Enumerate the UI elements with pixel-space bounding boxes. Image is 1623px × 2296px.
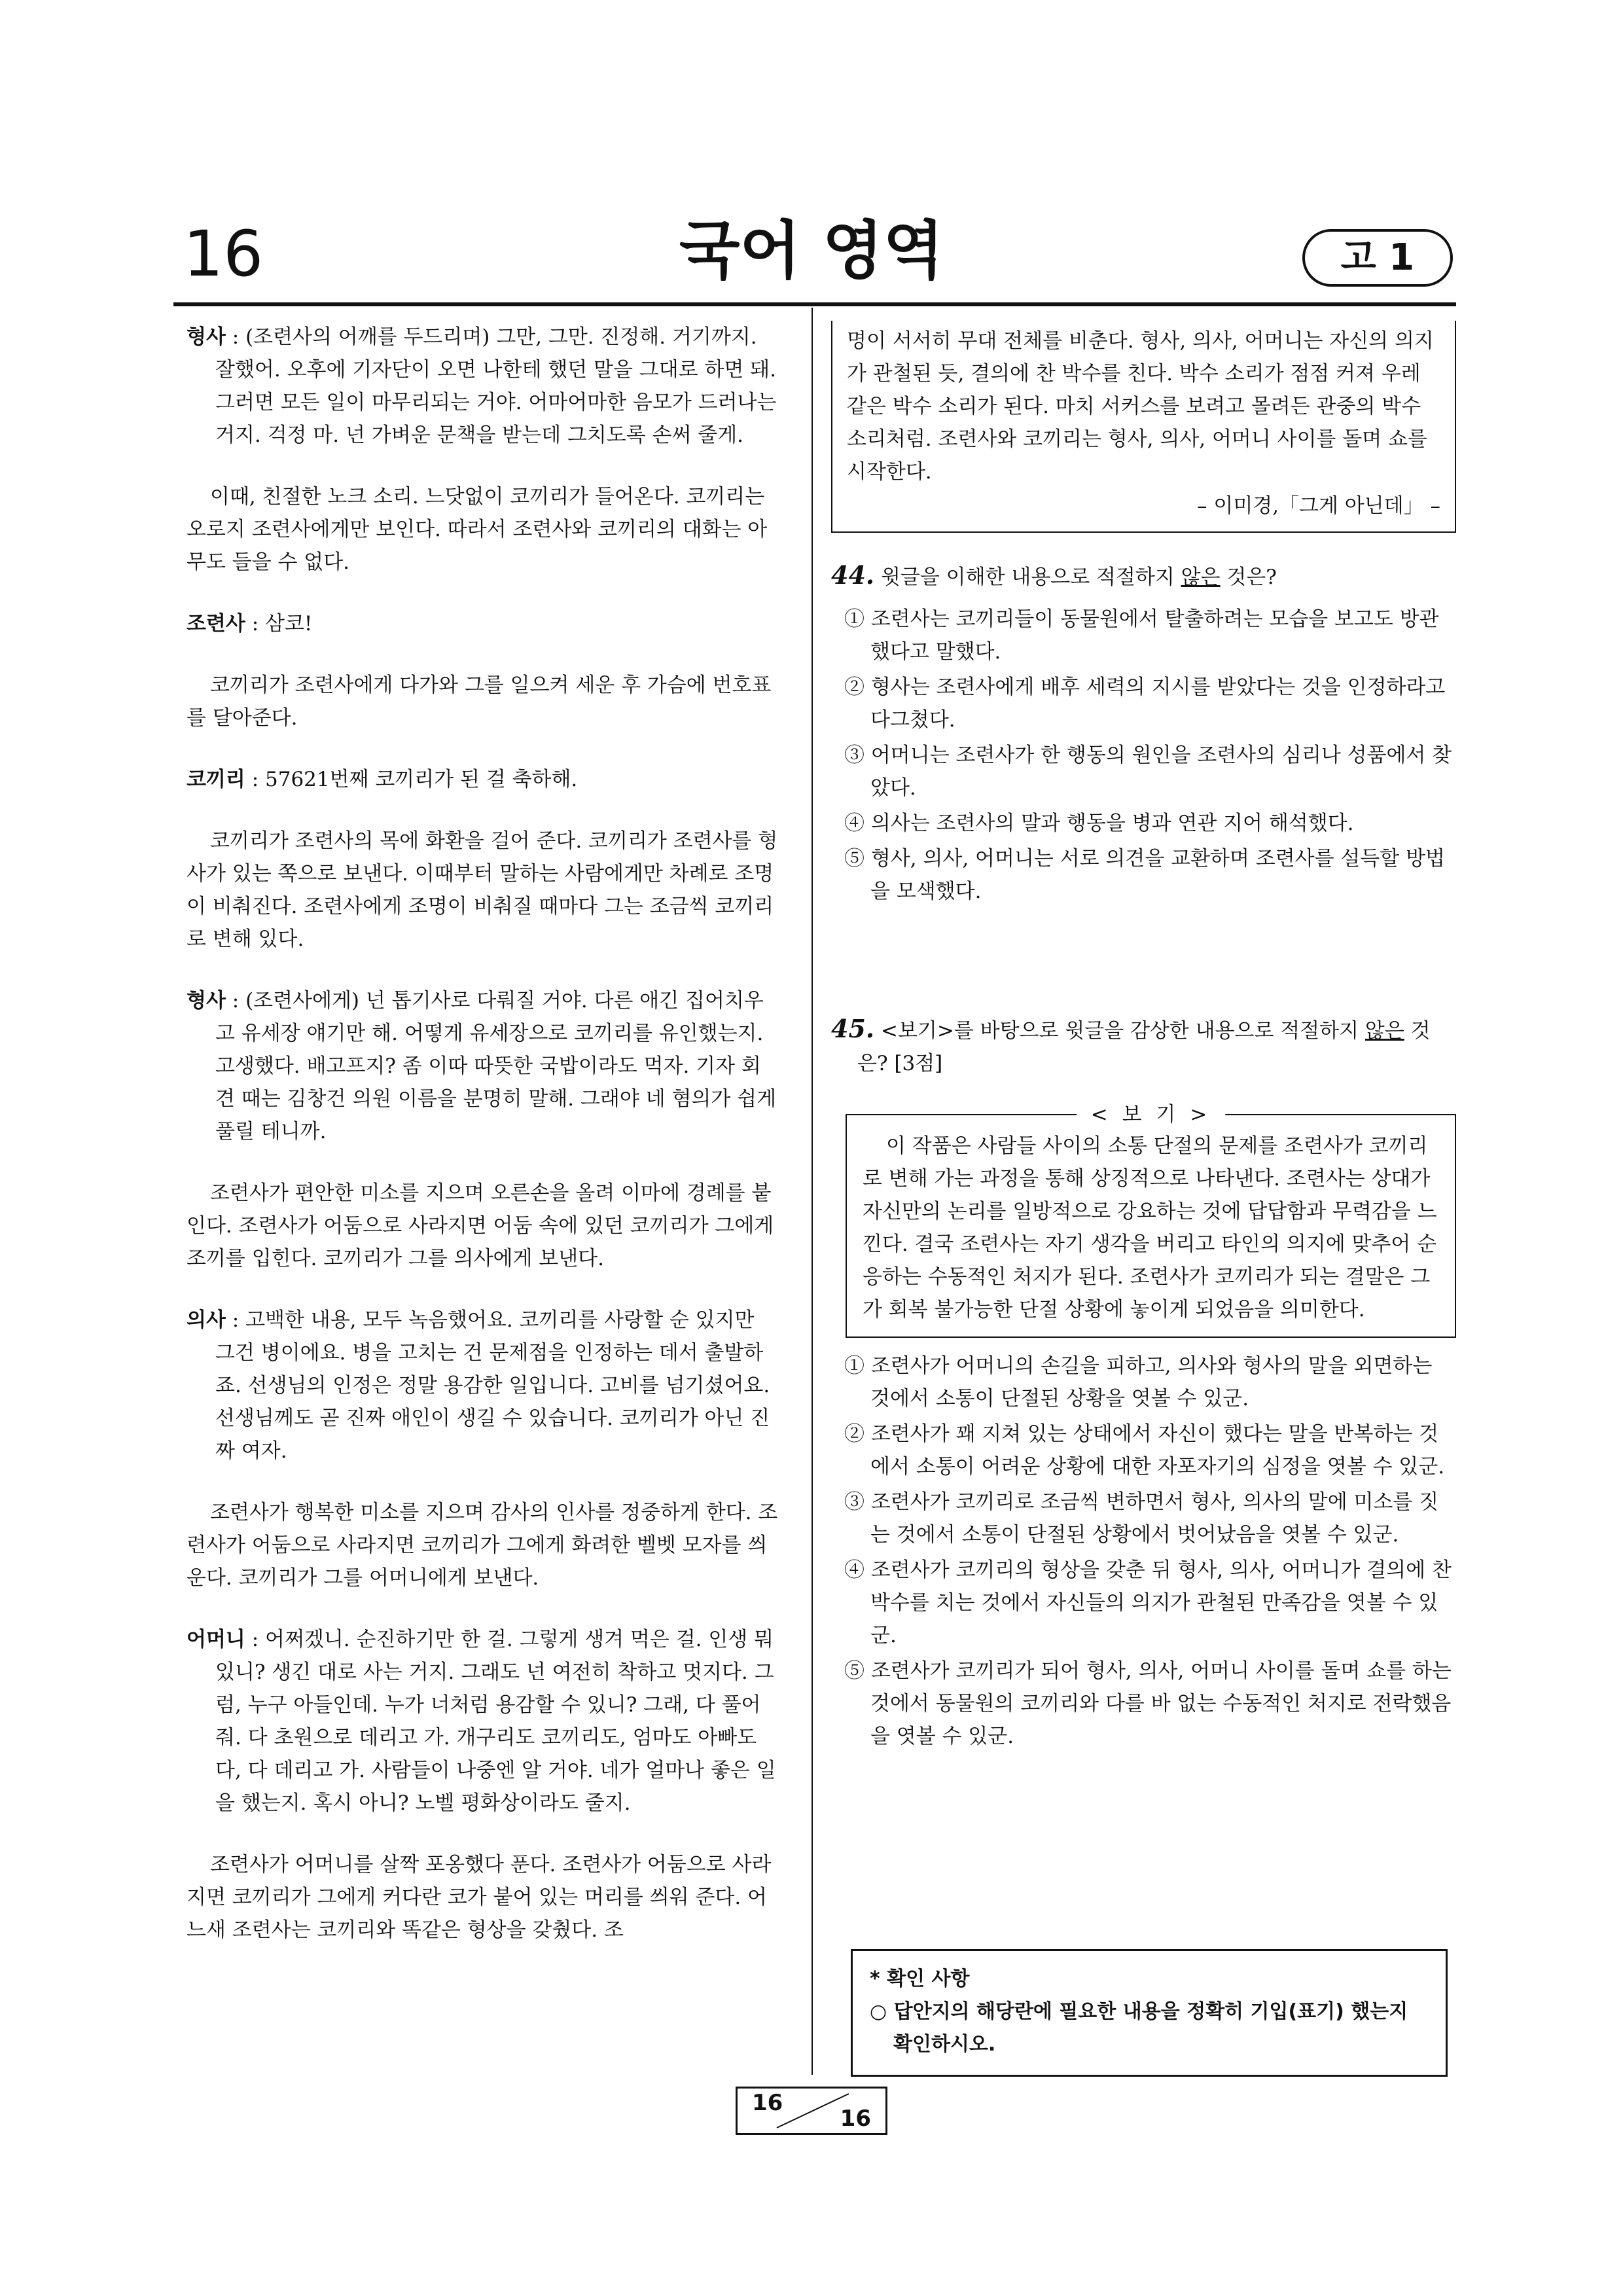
speaker-name: 조련사 — [187, 612, 245, 636]
dialogue-line: 어머니 : 어쩌겠니. 순진하기만 한 걸. 그렇게 생겨 먹은 걸. 인생 뭐 있니? 생긴 대로 사는 거지. 그래도 넌 여전히 착하고 멋지다. 그럼, 누구 아들인데. 누가 너처럼 용감할 수 있니? 그래, 다 풀어 줘. 다 초원으로 데리고 가. 개구리도 코끼리도, 엄마도 아빠도 다, 다 데리고 가. 사람들이 나중엔 알 거야. 네가 얼마나 좋은 일을 했는지. 혹시 아니? 노벨 평화상이라도 줄지. — [187, 1628, 776, 1815]
stage-direction: 명이 서서히 무대 전체를 비춘다. 형사, 의사, 어머니는 자신의 의지가 관철된 듯, 결의에 찬 박수를 친다. 박수 소리가 점점 커져 우레 같은 박수 소리가 된다. 마치 서커스를 보려고 몰려든 관중의 박수 소리처럼. 조련사와 코끼리는 형사, 의사, 어머니 사이를 돌며 쇼를 시작한다. — [847, 329, 1434, 484]
choice-1[interactable]: ① 조련사가 어머니의 손길을 피하고, 의사와 형사의 말을 외면하는 것에서 소통이 단절된 상황을 엿볼 수 있군. — [844, 1354, 1433, 1410]
speaker-name: 형사 — [187, 989, 226, 1013]
question-number: 45. — [831, 1014, 875, 1043]
bogi-label: < 보 기 > — [1077, 1098, 1225, 1131]
question-stem — [831, 559, 1456, 594]
bogi-text: 이 작품은 사람들 사이의 소통 단절의 문제를 조련사가 코끼리로 변해 가는 과정을 통해 상징적으로 나타낸다. 조련사는 상대가 자신만의 논리를 일방적으로 강요하는 것에 답답함과 무력감을 느낀다. 결국 조련사는 자기 생각을 버리고 타인의 의지에 맞추어 순응하는 수동적인 처지가 된다. 조련사가 코끼리가 되는 결말은 그가 회복 불가능한 단절 상황에 놓이게 되었음을 의미한다. — [863, 1134, 1437, 1321]
page-number: 16 — [183, 217, 264, 291]
question-45 — [831, 1013, 1456, 1753]
choice-3[interactable]: ③ 어머니는 조련사가 한 행동의 원인을 조련사의 심리나 성품에서 찾았다. — [844, 744, 1452, 800]
dialogue-line: 형사 : (조련사에게) 넌 톱기사로 다뤄질 거야. 다른 애긴 집어치우고 유세장 얘기만 해. 어떻게 유세장으로 코끼리를 유인했는지. 고생했다. 배고프지? 좀 이따 따뜻한 국밥이라도 먹자. 기자 회견 때는 김창건 의원 이름을 분명히 말해. 그래야 네 혐의가 쉽게 풀릴 테니까. — [187, 989, 777, 1143]
dialogue-line: 의사 : 고백한 내용, 모두 녹음했어요. 코끼리를 사랑할 순 있지만 그건 병이에요. 병을 고치는 건 문제점을 인정하는 데서 출발하죠. 선생님의 인정은 정말 용감한 일입니다. 고비를 넘기셨어요. 선생님께도 곧 진짜 애인이 생길 수 있습니다. 코끼리가 아닌 진짜 여자. — [187, 1308, 770, 1463]
dialogue-line: 형사 : (조련사의 어깨를 두드리며) 그만, 그만. 진정해. 거기까지. 잘했어. 오후에 기자단이 오면 나한테 했던 말을 그대로 하면 돼. 그러면 모든 일이 마무리되는 거야. 어마어마한 음모가 드러나는 거지. 걱정 마. 넌 가벼운 문책을 받는데 그치도록 손써 줄게. — [187, 325, 777, 447]
choice-list — [831, 603, 1456, 908]
dialogue-line: 코끼리 : 57621번째 코끼리가 된 걸 축하해. — [187, 768, 578, 791]
stage-direction: 조련사가 어머니를 살짝 포옹했다 푼다. 조련사가 어둠으로 사라지면 코끼리가 그에게 커다란 코가 붙어 있는 머리를 씌워 준다. 어느새 조련사는 코끼리와 똑같은 형상을 갖췄다. 조 — [187, 1853, 772, 1942]
passage-source: – 이미경,「그게 아닌데」 – — [1197, 494, 1440, 518]
passage-column — [187, 321, 779, 1970]
stem-text: <보기>를 바탕으로 윗글을 감상한 내용으로 적절하지 — [880, 1019, 1365, 1043]
choice-4[interactable]: ④ 의사는 조련사의 말과 행동을 병과 연관 지어 해석했다. — [844, 812, 1354, 835]
stem-text: 윗글을 이해한 내용으로 적절하지 — [880, 565, 1181, 589]
choice-list — [831, 1350, 1456, 1753]
speaker-name: 어머니 — [187, 1628, 245, 1651]
question-44 — [831, 559, 1456, 908]
choice-1[interactable]: ① 조련사는 코끼리들이 동물원에서 탈출하려는 모습을 보고도 방관했다고 말했다. — [844, 607, 1439, 664]
dialogue-text: 삼코! — [265, 612, 313, 636]
stage-direction: 조련사가 행복한 미소를 지으며 감사의 인사를 정중하게 한다. 조련사가 어둠으로 사라지면 코끼리가 그에게 화려한 벨벳 모자를 씌운다. 코끼리가 그를 어머니에게 보낸다. — [187, 1501, 778, 1590]
choice-5[interactable]: ⑤ 형사, 의사, 어머니는 서로 의견을 교환하며 조련사를 설득할 방법을 모색했다. — [844, 847, 1445, 903]
question-number: 44. — [831, 560, 875, 590]
passage-continuation-box — [831, 321, 1456, 533]
choice-5[interactable]: ⑤ 조련사가 코끼리가 되어 형사, 의사, 어머니 사이를 돌며 쇼를 하는 것에서 동물원의 코끼리와 다를 바 없는 수동적인 처지로 전락했음을 엿볼 수 있군. — [844, 1659, 1452, 1748]
stem-emphasis: 않은 — [1181, 565, 1221, 589]
total-pages: 16 — [840, 2106, 871, 2132]
dialogue-line: 조련사 : 삼코! — [187, 612, 313, 636]
choice-2[interactable]: ② 형사는 조련사에게 배후 세력의 지시를 받았다는 것을 인정하라고 다그쳤다. — [844, 675, 1446, 732]
column-divider — [812, 308, 813, 2075]
stage-direction: 조련사가 편안한 미소를 지으며 오른손을 올려 이마에 경례를 붙인다. 조련사가 어둠으로 사라지면 어둠 속에 있던 코끼리가 그에게 조끼를 입힌다. 코끼리가 그를 의사에게 보낸다. — [187, 1181, 774, 1270]
bogi-box — [846, 1103, 1456, 1338]
page-indicator — [736, 2087, 887, 2135]
stage-direction: 코끼리가 조련사의 목에 화환을 걸어 준다. 코끼리가 조련사를 형사가 있는 쪽으로 보낸다. 이때부터 말하는 사람에게만 차례로 조명이 비춰진다. 조련사에게 조명이 비춰질 때마다 그는 조금씩 코끼리로 변해 있다. — [187, 829, 778, 951]
choice-4[interactable]: ④ 조련사가 코끼리의 형상을 갖춘 뒤 형사, 의사, 어머니가 결의에 찬 박수를 치는 것에서 자신들의 의지가 관철된 만족감을 엿볼 수 있군. — [844, 1558, 1452, 1647]
subject-title: 국어 영역 — [679, 214, 944, 287]
choice-3[interactable]: ③ 조련사가 코끼리로 조금씩 변하면서 형사, 의사의 말에 미소를 짓는 것에서 소통이 단절된 상황에서 벗어났음을 엿볼 수 있군. — [844, 1490, 1439, 1547]
stage-direction: 이때, 친절한 노크 소리. 느닷없이 코끼리가 들어온다. 코끼리는 오로지 조련사에게만 보인다. 따라서 조련사와 코끼리의 대화는 아무도 들을 수 없다. — [187, 485, 768, 574]
speaker-name: 형사 — [187, 325, 226, 349]
question-stem — [831, 1013, 1456, 1080]
dialogue-text: 57621번째 코끼리가 된 걸 축하해. — [265, 768, 578, 791]
speaker-name: 의사 — [187, 1308, 226, 1332]
stem-emphasis: 않은 — [1364, 1019, 1404, 1043]
stage-direction: 코끼리가 조련사에게 다가와 그를 일으켜 세운 후 가슴에 번호표를 달아준다. — [187, 673, 772, 730]
choice-2[interactable]: ② 조련사가 꽤 지쳐 있는 상태에서 자신이 했다는 말을 반복하는 것에서 소통이 어려운 상황에 대한 자포자기의 심정을 엿볼 수 있군. — [844, 1422, 1445, 1479]
speaker-name: 코끼리 — [187, 768, 245, 791]
dialogue-text: (조련사의 어깨를 두드리며) 그만, 그만. 진정해. 거기까지. 잘했어. 오후에 기자단이 오면 나한테 했던 말을 그대로 하면 돼. 그러면 모든 일이 마무리되는 거야. 어마어마한 음모가 드러나는 거지. 걱정 마. 넌 가벼운 문책을 받는데 그치도록 손써 줄게. — [215, 325, 777, 447]
check-notice-item: ○ 답안지의 해당란에 필요한 내용을 정확히 기입(표기) 했는지 확인하시오. — [870, 2000, 1408, 2056]
stem-text: 것은? — [1220, 565, 1277, 589]
questions-column — [831, 321, 1456, 1755]
check-notice-box — [851, 1949, 1448, 2077]
dialogue-text: 고백한 내용, 모두 녹음했어요. 코끼리를 사랑할 순 있지만 그건 병이에요. 병을 고치는 건 문제점을 인정하는 데서 출발하죠. 선생님의 인정은 정말 용감한 일입니다. 고비를 넘기셨어요. 선생님께도 곧 진짜 애인이 생길 수 있습니다. 코끼리가 아닌 진짜 여자. — [215, 1308, 770, 1463]
stem-text: 것은? [3점] — [857, 1019, 1431, 1075]
dialogue-text: 어쩌겠니. 순진하기만 한 걸. 그렇게 생겨 먹은 걸. 인생 뭐 있니? 생긴 대로 사는 거지. 그래도 넌 여전히 착하고 멋지다. 그럼, 누구 아들인데. 누가 너처럼 용감할 수 있니? 그래, 다 풀어 줘. 다 초원으로 데리고 가. 개구리도 코끼리도, 엄마도 아빠도 다, 다 데리고 가. 사람들이 나중엔 알 거야. 네가 얼마나 좋은 일을 했는지. 혹시 아니? 노벨 평화상이라도 줄지. — [215, 1628, 776, 1815]
current-page: 16 — [752, 2090, 783, 2116]
grade-badge: 고 1 — [1302, 229, 1453, 287]
header-rule — [173, 302, 1456, 306]
dialogue-text: (조련사에게) 넌 톱기사로 다뤄질 거야. 다른 애긴 집어치우고 유세장 얘기만 해. 어떻게 유세장으로 코끼리를 유인했는지. 고생했다. 배고프지? 좀 이따 따뜻한 국밥이라도 먹자. 기자 회견 때는 김창건 의원 이름을 분명히 말해. 그래야 네 혐의가 쉽게 풀릴 테니까. — [215, 989, 777, 1143]
check-notice-title: * 확인 사항 — [870, 1967, 970, 1990]
